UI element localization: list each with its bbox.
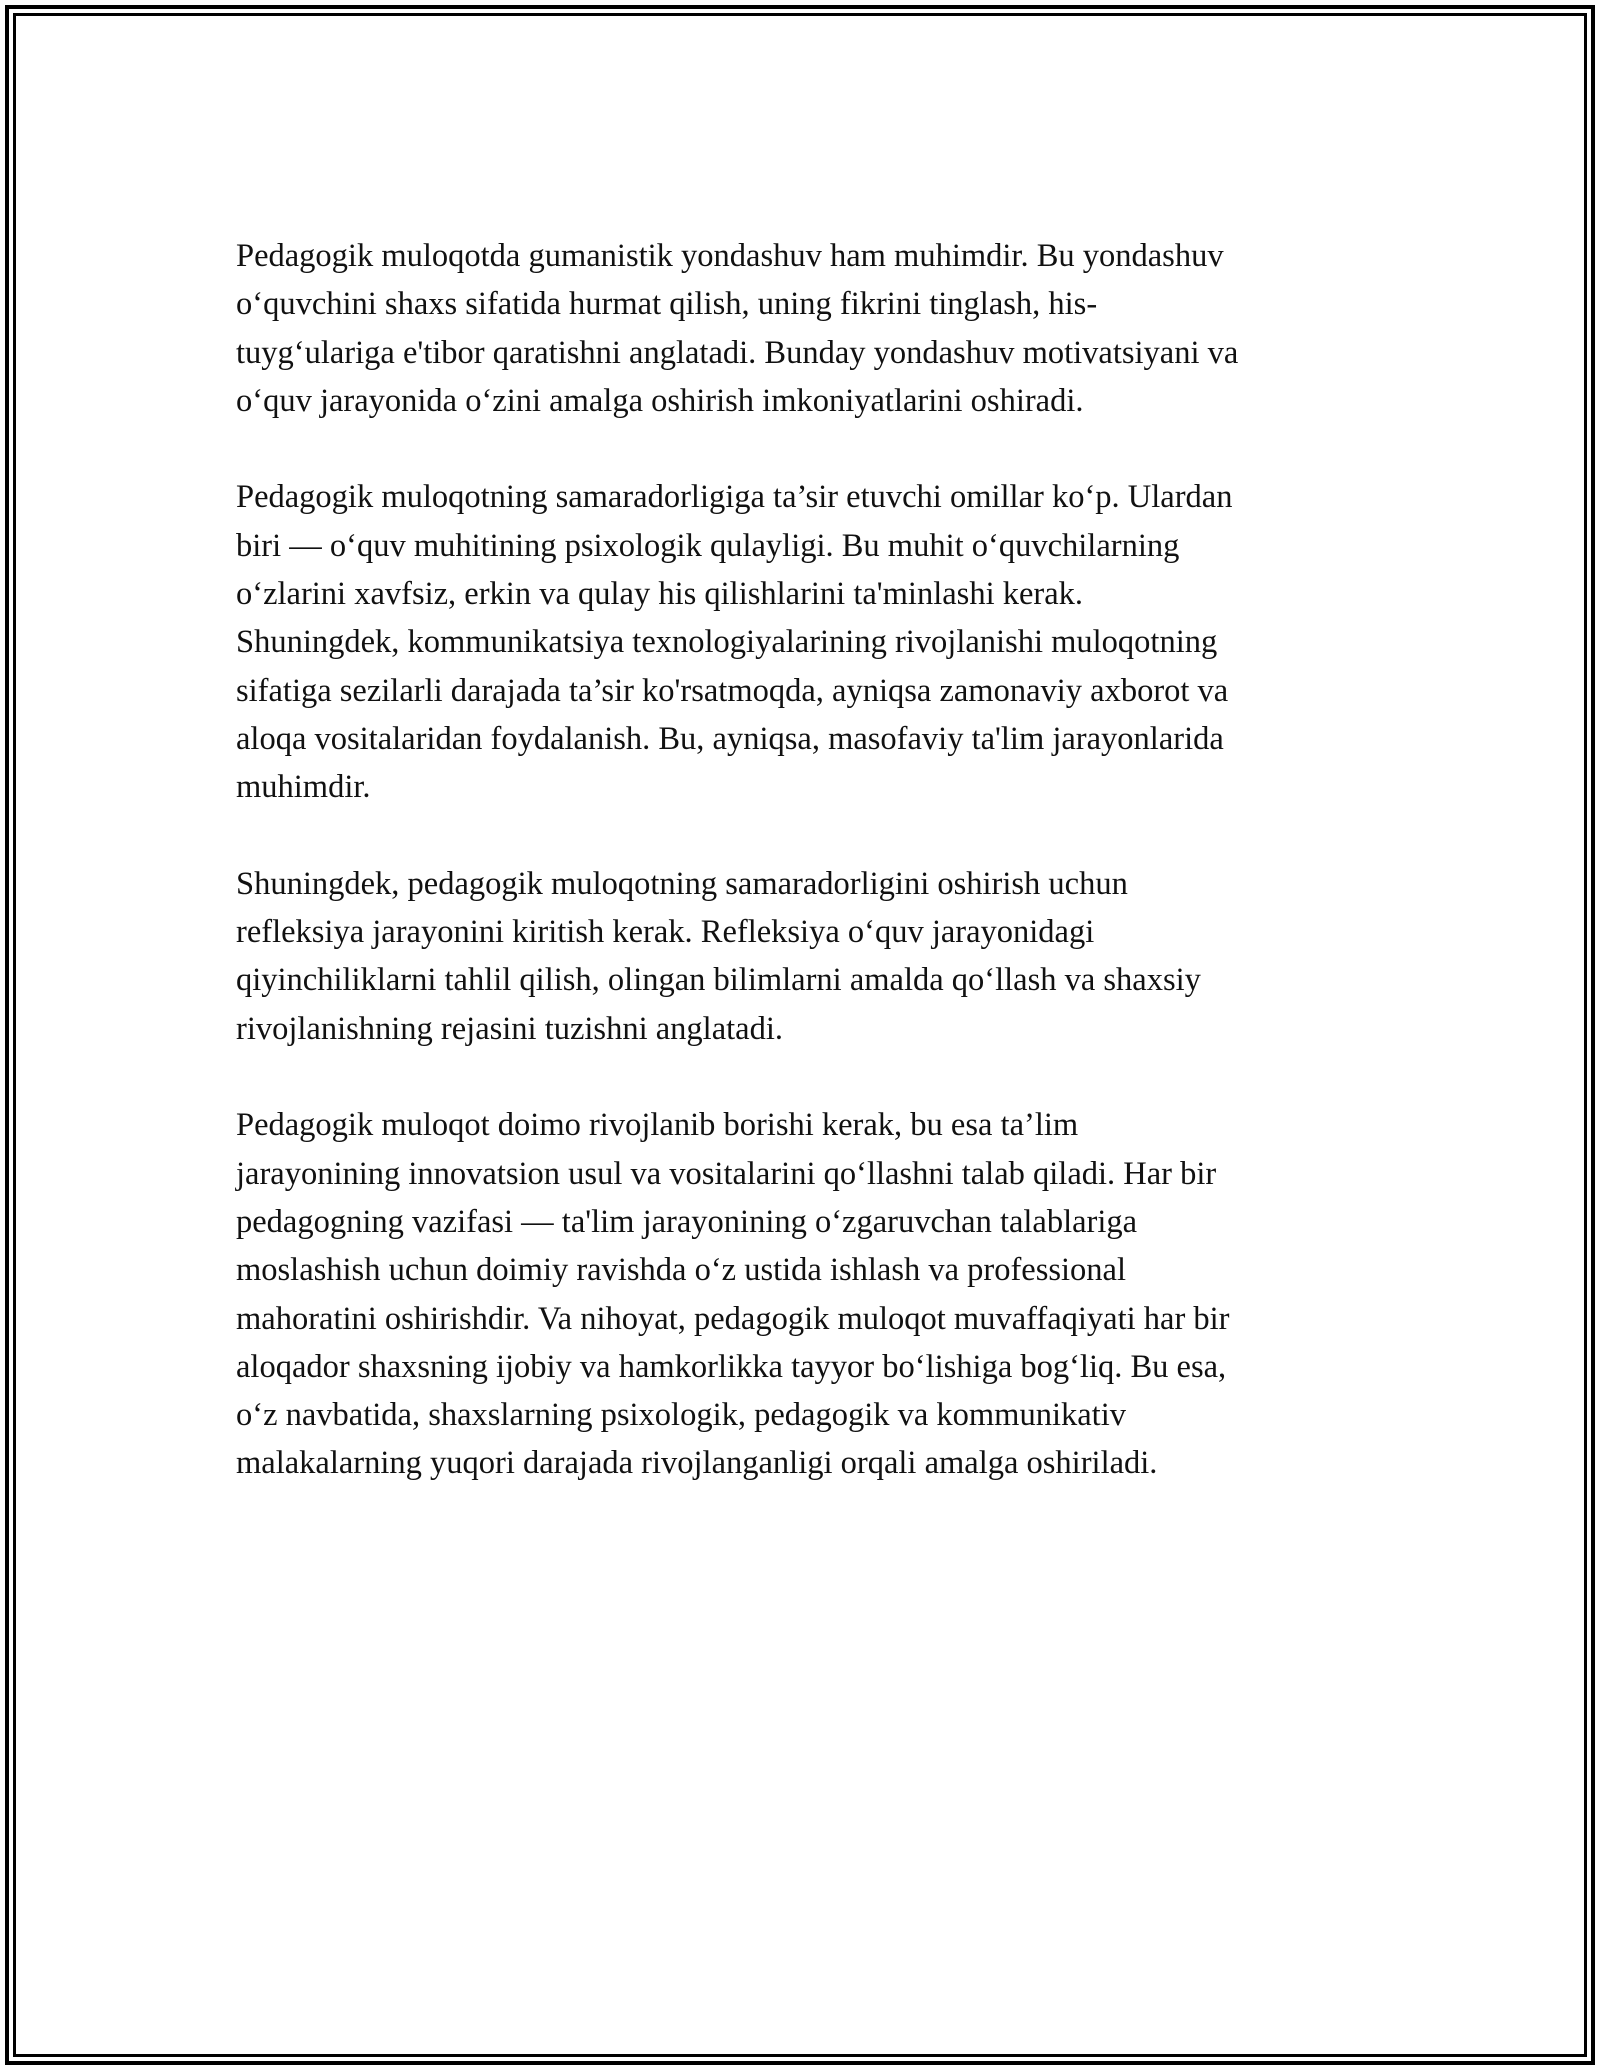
- paragraph-3: Shuningdek, pedagogik muloqotning samaradorligini oshirish uchun refleksiya jarayonini kiritish kerak. Refleksiya o‘quv jarayonidagi qiyinchiliklarni tahlil qilish, olingan bilimlarni amalda qo‘llash va shaxsiy rivojlanishning rejasini tuzishni anglatadi.: [236, 865, 1201, 1047]
- document-body: [236, 232, 1376, 1488]
- paragraph-1: Pedagogik muloqotda gumanistik yondashuv ham muhimdir. Bu yondashuv o‘quvchini shaxs sifatida hurmat qilish, uning fikrini tinglash, his- tuyg‘ulariga e'tibor qaratishni anglatadi. Bunday yondashuv motivatsiyani va o‘quv jarayonida o‘zini amalga oshirish imkoniyatlarini oshiradi.: [236, 238, 1239, 419]
- paragraph-2: Pedagogik muloqotning samaradorligiga ta’sir etuvchi omillar ko‘p. Ulardan biri — o‘quv muhitining psixologik qulayligi. Bu muhit o‘quvchilarning o‘zlarini xavfsiz, erkin va qulay his qilishlarini ta'minlashi kerak. Shuningdek, kommunikatsiya texnologiyalarining rivojlanishi muloqotning sifatiga sezilarli darajada ta’sir ko'rsatmoqda, ayniqsa zamonaviy axborot va aloqa vositalaridan foydalanish. Bu, ayniqsa, masofaviy ta'lim jarayonlarida muhimdir.: [236, 479, 1233, 806]
- paragraph-4: Pedagogik muloqot doimo rivojlanib borishi kerak, bu esa ta’lim jarayonining innovatsion usul va vositalarini qo‘llashni talab qiladi. Har bir pedagogning vazifasi — ta'lim jarayonining o‘zgaruvchan talablariga moslashish uchun doimiy ravishda o‘z ustida ishlash va professional mahoratini oshirishdir. Va nihoyat, pedagogik muloqot muvaffaqiyati har bir aloqador shaxsning ijobiy va hamkorlikka tayyor bo‘lishiga bog‘liq. Bu esa, o‘z navbatida, shaxslarning psixologik, pedagogik va kommunikativ malakalarning yuqori darajada rivojlanganligi orqali amalga oshiriladi.: [236, 1107, 1230, 1482]
